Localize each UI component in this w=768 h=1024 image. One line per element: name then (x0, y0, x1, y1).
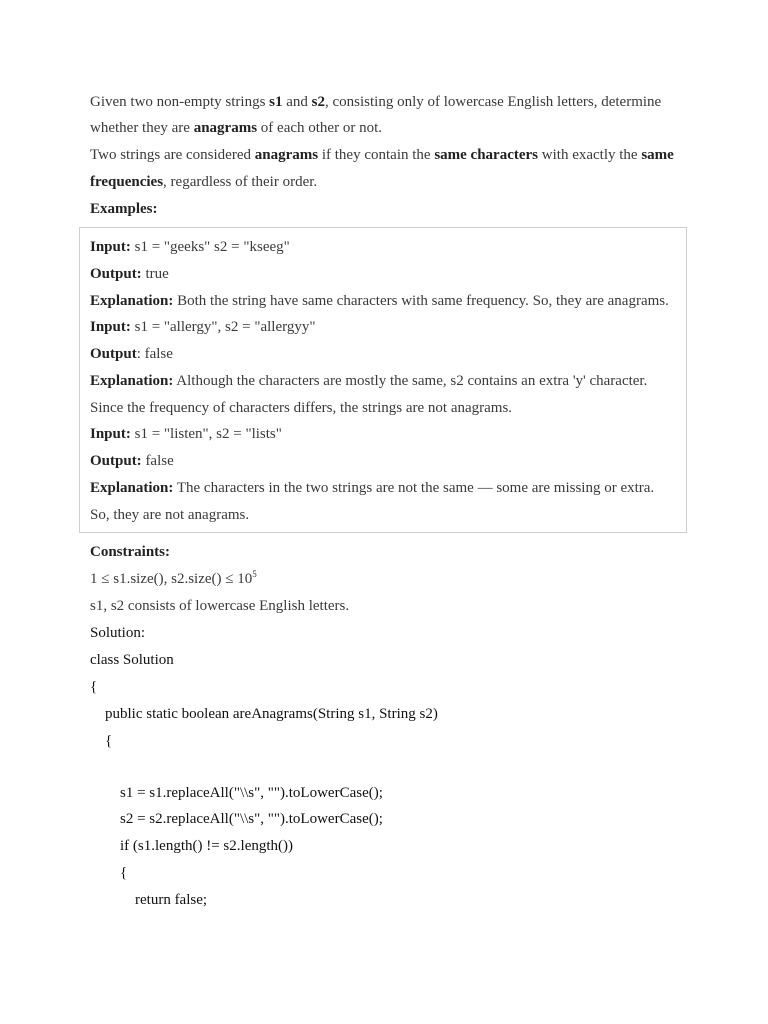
example-1-output: Output: true (90, 266, 169, 282)
examples-heading: Examples: (90, 201, 158, 217)
example-1-input: Input: s1 = "geeks" s2 = "kseeg" (90, 239, 290, 255)
example-2-input: Input: s1 = "allergy", s2 = "allergyy" (90, 319, 316, 335)
constraint-size: 1 ≤ s1.size(), s2.size() ≤ $10^5$ (90, 569, 257, 587)
intro-line-3: Two strings are considered anagrams if they contain the same characters with exactly the same (90, 147, 674, 163)
code-line: { (90, 679, 98, 695)
code-line: class Solution (90, 652, 174, 668)
solution-heading: Solution: (90, 625, 146, 641)
code-line: s1 = s1.replaceAll("\\s", "").toLowerCase(); (120, 785, 383, 801)
code-line: s2 = s2.replaceAll("\\s", "").toLowerCase(); (120, 811, 383, 827)
constraints-heading: Constraints: (90, 544, 171, 560)
example-1-explanation: Explanation: Both the string have same characters with same frequency. So, they are anagrams. (90, 293, 669, 309)
code-line: public static boolean areAnagrams(String s1, String s2) (105, 706, 438, 722)
code-line: return false; (135, 892, 208, 908)
example-3-output: Output: false (90, 453, 174, 469)
code-line: { (120, 865, 128, 881)
intro-line-4: frequencies, regardless of their order. (90, 174, 318, 190)
example-3-explanation: Explanation: The characters in the two strings are not the same — some are missing or extra. (90, 480, 655, 496)
intro-line-2: whether they are anagrams of each other or not. (90, 120, 382, 136)
code-line: if (s1.length() != s2.length()) (120, 838, 293, 854)
example-2-explanation: Explanation: Although the characters are mostly the same, s2 contains an extra 'y' character. (90, 373, 648, 389)
example-2-output: Output: false (90, 346, 173, 362)
example-3-input: Input: s1 = "listen", s2 = "lists" (90, 426, 282, 442)
s1-term: s1 (269, 94, 283, 110)
code-line: { (105, 733, 113, 749)
example-2-explanation-cont: Since the frequency of characters differs, the strings are not anagrams. (90, 400, 513, 416)
constraint-letters: s1, s2 consists of lowercase English letters. (90, 598, 350, 614)
s2-term: s2 (311, 94, 326, 110)
example-3-explanation-cont: So, they are not anagrams. (90, 507, 250, 523)
anagrams-term: anagrams (193, 120, 258, 136)
intro-line-1: Given two non-empty strings s1 and s2, consisting only of lowercase English letters, determine (90, 94, 662, 110)
